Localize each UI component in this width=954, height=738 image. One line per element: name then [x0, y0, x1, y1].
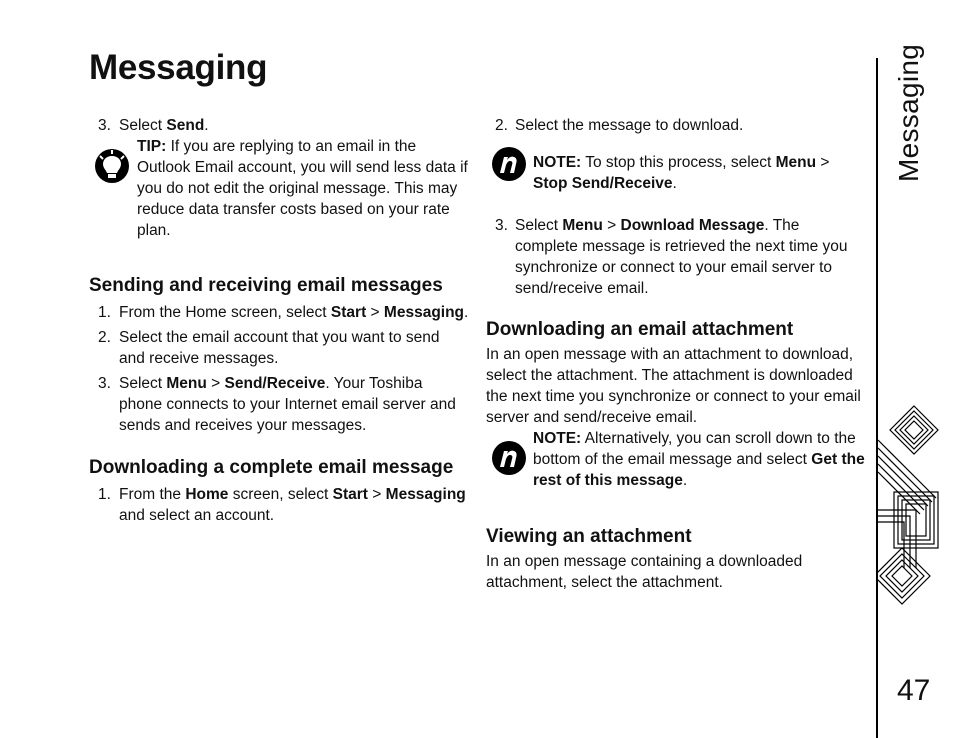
section-heading-sending-receiving: Sending and receiving email messages	[89, 275, 443, 296]
tip-box	[89, 136, 469, 241]
side-section-label: Messaging	[893, 43, 924, 182]
decorative-ornament	[876, 398, 948, 616]
step-select-message: 2. Select the message to download.	[495, 117, 744, 134]
page-title: Messaging	[89, 48, 268, 87]
note-box: NOTE: To stop this process, select Menu > Stop Send/Receive.	[486, 152, 866, 194]
list-item: 2. Select the email account that you want to send and receive messages.	[98, 329, 440, 367]
section-heading-downloading-complete: Downloading a complete email message	[89, 457, 454, 478]
lightbulb-icon	[94, 148, 130, 184]
section-body: In an open message containing a downloaded attachment, select the attachment.	[486, 553, 803, 591]
tip-label: TIP:	[137, 138, 167, 155]
list-item: 1. From the Home screen, select Start > Messaging and select an account.	[98, 486, 466, 524]
page-number: 47	[897, 674, 931, 707]
section-heading-downloading-attachment: Downloading an email attachment	[486, 319, 794, 340]
right-column	[486, 112, 866, 593]
tip-text: If you are replying to an email in the Outlook Email account, you will send less data if you do not edit the original message. This may reduce data transfer costs based on your rate plan.	[137, 138, 468, 239]
note-n-icon	[491, 146, 527, 182]
step-select-send: 3. Select Send.	[98, 117, 209, 134]
section-heading-viewing-attachment: Viewing an attachment	[486, 526, 692, 547]
left-column	[89, 112, 469, 526]
note-box: NOTE: Alternatively, you can scroll down to the bottom of the email message and select Get the rest of this message.	[486, 428, 866, 491]
step-number: 3.	[98, 117, 111, 134]
note-n-icon	[491, 440, 527, 476]
list-item: 1. From the Home screen, select Start > Messaging.	[98, 304, 469, 321]
section-body: In an open message with an attachment to download, select the attachment. The attachment is downloaded the next time you synchronize or connect to your email server and send/receive email.	[486, 346, 861, 426]
list-item: 3. Select Menu > Send/Receive. Your Toshiba phone connects to your Internet email server and sends and receives your messages.	[98, 375, 456, 434]
step-download-message: 3. Select Menu > Download Message. The complete message is retrieved the next time you synchronize or connect to your email server to send/receive email.	[495, 217, 848, 297]
